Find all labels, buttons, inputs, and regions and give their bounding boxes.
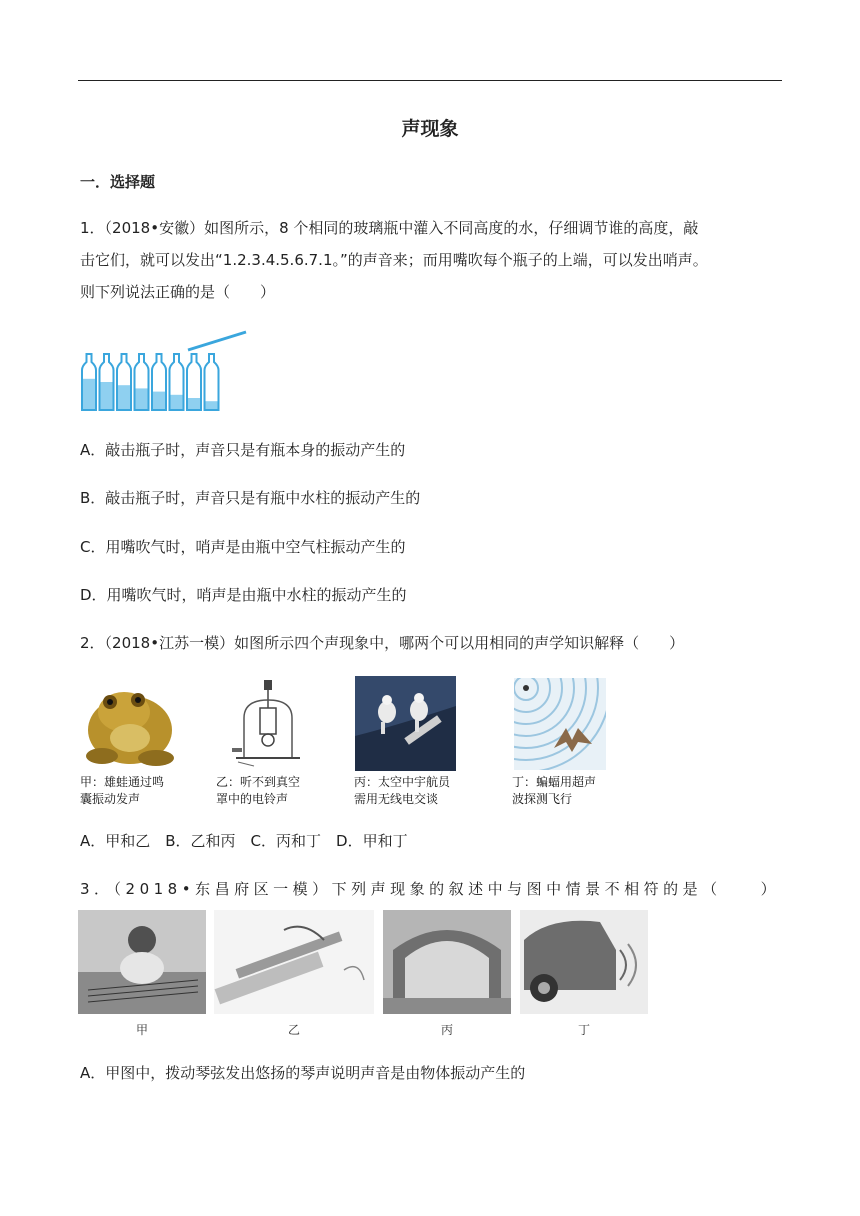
bottle-water xyxy=(101,382,113,410)
caption-line: 囊振动发声 xyxy=(80,792,141,806)
bottle xyxy=(135,354,149,410)
q1-option-b: B．敲击瓶子时，声音只是有瓶中水柱的振动产生的 xyxy=(80,489,421,507)
echo-wall-illustration xyxy=(383,910,511,1014)
q3-label-bing: 丙 xyxy=(440,1023,453,1037)
q1-bottles-figure xyxy=(78,328,248,418)
caption-line: 丁：蝙蝠用超声 xyxy=(512,775,597,789)
q2-stem: 2．（2018•江苏一模）如图所示四个声现象中，哪两个可以用相同的声学知识解释（ ） xyxy=(80,634,685,652)
page-title: 声现象 xyxy=(401,118,459,140)
bottles-illustration xyxy=(78,328,248,418)
bottle-water xyxy=(153,392,165,410)
q1-stem-line: 击它们，就可以发出“1.2.3.4.5.6.7.1。”的声音来；而用嘴吹每个瓶子的上端，可以发出哨声。 xyxy=(80,251,708,269)
q3-label-yi: 乙 xyxy=(287,1023,300,1037)
bottle-water xyxy=(83,379,95,410)
bat-picture xyxy=(514,678,606,770)
bottle xyxy=(205,354,219,410)
q2-caption-3 xyxy=(354,774,450,808)
caption-line: 甲：雄蛙通过鸣 xyxy=(80,775,165,789)
section-heading: 一．选择题 xyxy=(80,173,156,191)
bottle-water xyxy=(136,388,148,410)
q3-picture-jia xyxy=(78,910,206,1014)
q3-option-a: A．甲图中，拨动琴弦发出悠扬的琴声说明声音是由物体振动产生的 xyxy=(80,1064,526,1082)
caption-line: 丙：太空中宇航员 xyxy=(354,775,451,789)
q1-stem-line: 1．（2018•安徽）如图所示，8 个相同的玻璃瓶中灌入不同高度的水，仔细调节谁的高度，敲 xyxy=(80,219,699,237)
caption-line: 乙：听不到真空 xyxy=(216,775,301,789)
frog-picture xyxy=(80,678,180,770)
q3-picture-bing xyxy=(383,910,511,1014)
q3-label-ding: 丁 xyxy=(577,1023,590,1037)
bell-jar-illustration xyxy=(228,678,308,770)
caption-line: 波探测飞行 xyxy=(512,792,573,806)
car-radar-illustration xyxy=(520,910,648,1014)
top-rule xyxy=(78,80,782,81)
bat-illustration xyxy=(514,678,606,770)
frog-illustration xyxy=(80,678,180,770)
q2-caption-1 xyxy=(80,774,164,808)
bottle-water xyxy=(206,401,218,410)
caption-line: 罩中的电铃声 xyxy=(216,792,289,806)
bottle xyxy=(82,354,96,410)
q2-caption-4 xyxy=(512,774,596,808)
mallet-stick xyxy=(188,332,246,350)
q1-option-a: A．敲击瓶子时，声音只是有瓶本身的振动产生的 xyxy=(80,441,406,459)
bottle xyxy=(117,354,131,410)
bottle xyxy=(170,354,184,410)
q3-stem: 3．（2018•东昌府区一模）下列声现象的叙述中与图中情景不相符的是（ ） xyxy=(80,880,781,898)
bottle xyxy=(187,354,201,410)
bottle xyxy=(152,354,166,410)
q3-picture-ding xyxy=(520,910,648,1014)
bottle-water xyxy=(171,395,183,410)
zither-illustration xyxy=(78,910,206,1014)
bell-jar-picture xyxy=(228,678,308,770)
bottle-water xyxy=(118,385,130,410)
astronauts-illustration xyxy=(355,676,456,771)
q1-option-c: C．用嘴吹气时，哨声是由瓶中空气柱振动产生的 xyxy=(80,538,406,556)
q3-picture-yi xyxy=(214,910,374,1014)
q3-label-jia: 甲 xyxy=(135,1023,148,1037)
q1-stem xyxy=(80,212,784,308)
q2-options: A．甲和乙 B．乙和丙 C．丙和丁 D．甲和丁 xyxy=(80,832,408,850)
bottle xyxy=(100,354,114,410)
bottle-water xyxy=(188,398,200,410)
ruler-illustration xyxy=(214,910,374,1014)
q1-option-d: D．用嘴吹气时，哨声是由瓶中水柱的振动产生的 xyxy=(80,586,407,604)
q2-caption-2 xyxy=(216,774,300,808)
q1-stem-line: 则下列说法正确的是（ ） xyxy=(80,283,276,301)
astronauts-picture xyxy=(355,676,456,771)
caption-line: 需用无线电交谈 xyxy=(354,792,439,806)
